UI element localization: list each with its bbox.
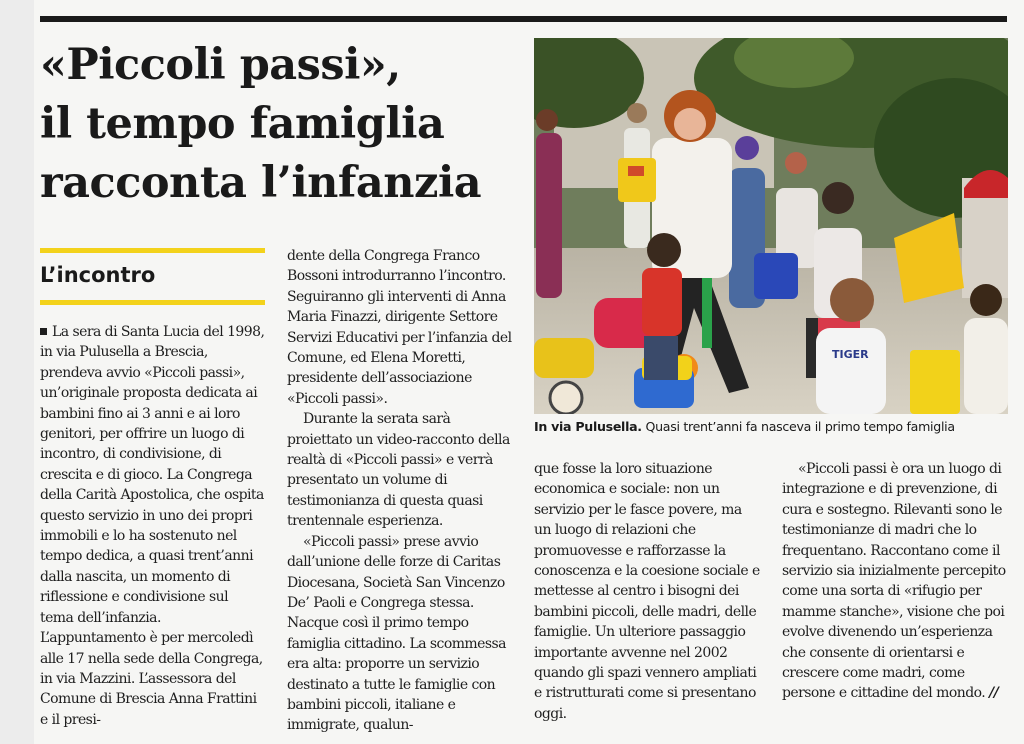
article-photo (534, 38, 1008, 414)
caption-text: Quasi trent’anni fa nasceva il primo tempo famiglia (645, 419, 955, 434)
paragraph: que fosse la loro situazione economica e sociale: non un servizio per le fasce povere, ma un luogo di relazioni che promuovesse e rafforzasse la conoscenza e la coesione sociale e mettesse al centro i bisogni dei bambini piccoli, delle madri, delle famiglie. Un ulteriore passaggio importante avvenne nel 2002 quando gli spazi vennero ampliati e ristrutturati come si presentano oggi. (534, 461, 760, 722)
headline-line: racconta l’infanzia (40, 158, 482, 208)
paragraph: dente della Congrega Franco Bossoni introdurranno l’incontro. Seguiranno gli interventi di Anna Maria Finazzi, dirigente Settore Servizi Educativi per l’infanzia del Comune, ed Elena Moretti, presidente dell’associazione «Piccoli passi». (287, 248, 512, 407)
page-margin (0, 0, 34, 744)
section-rule-bottom (40, 300, 265, 305)
shirt-text: TIGER (832, 348, 869, 361)
top-rule (40, 16, 1007, 22)
paragraph: La sera di Santa Lucia del 1998, in via Pulusella a Brescia, prendeva avvio «Piccoli passi», un’originale proposta dedicata ai bambini fino ai 3 anni e ai loro genitori, per offrire un luogo di incontro, di condivisione, di crescita e di gioco. La Congrega della Carità Apostolica, che ospita questo servizio in uno dei propri immobili e lo ha sostenuto nel tempo dedica, a quasi trent’anni dalla nascita, un momento di riflessione e condivisione sul tema dell’infanzia. L’appuntamento è per mercoledì alle 17 nella sede della Congrega, in via Mazzini. L’assessora del Comune di Brescia Anna Frattini e il presi- (40, 324, 265, 728)
end-mark: // (989, 685, 999, 702)
article-column-2 (287, 246, 514, 736)
photo-caption (534, 419, 1008, 434)
article-column-3 (534, 459, 760, 724)
paragraph: «Piccoli passi è ora un luogo di integrazione e di prevenzione, di cura e sostegno. Rilevanti sono le testimonianze di madri che lo frequentano. Raccontano come il servizio sia inizialmente percepito come una sorta di «rifugio per mamme stanche», visione che poi evolve divenendo un’esperienza che consente di orientarsi e crescere come madri, come persone e cittadine del mondo. (782, 461, 1006, 702)
paragraph: «Piccoli passi» prese avvio dall’unione delle forze di Caritas Diocesana, Società San Vincenzo De’ Paoli e Congrega stessa. Nacque così il primo tempo famiglia cittadino. La scommessa era alta: proporre un servizio destinato a tutte le famiglie con bambini piccoli, italiane e immigrate, qualun- (287, 533, 506, 734)
article-column-1 (40, 322, 265, 730)
caption-bold: In via Pulusella. (534, 419, 642, 434)
paragraph: Durante la serata sarà proiettato un video-racconto della realtà di «Piccoli passi» e verrà presentato un volume di testimonianza di questa quasi trentennale esperienza. (287, 411, 510, 530)
headline (40, 36, 530, 213)
photo-illustration (534, 38, 1008, 414)
headline-line: «Piccoli passi», (40, 40, 401, 90)
bullet-square-icon (40, 328, 47, 335)
article-column-4 (782, 459, 1008, 704)
section-label: L’incontro (40, 263, 156, 287)
section-rule-top (40, 248, 265, 253)
headline-line: il tempo famiglia (40, 99, 445, 149)
